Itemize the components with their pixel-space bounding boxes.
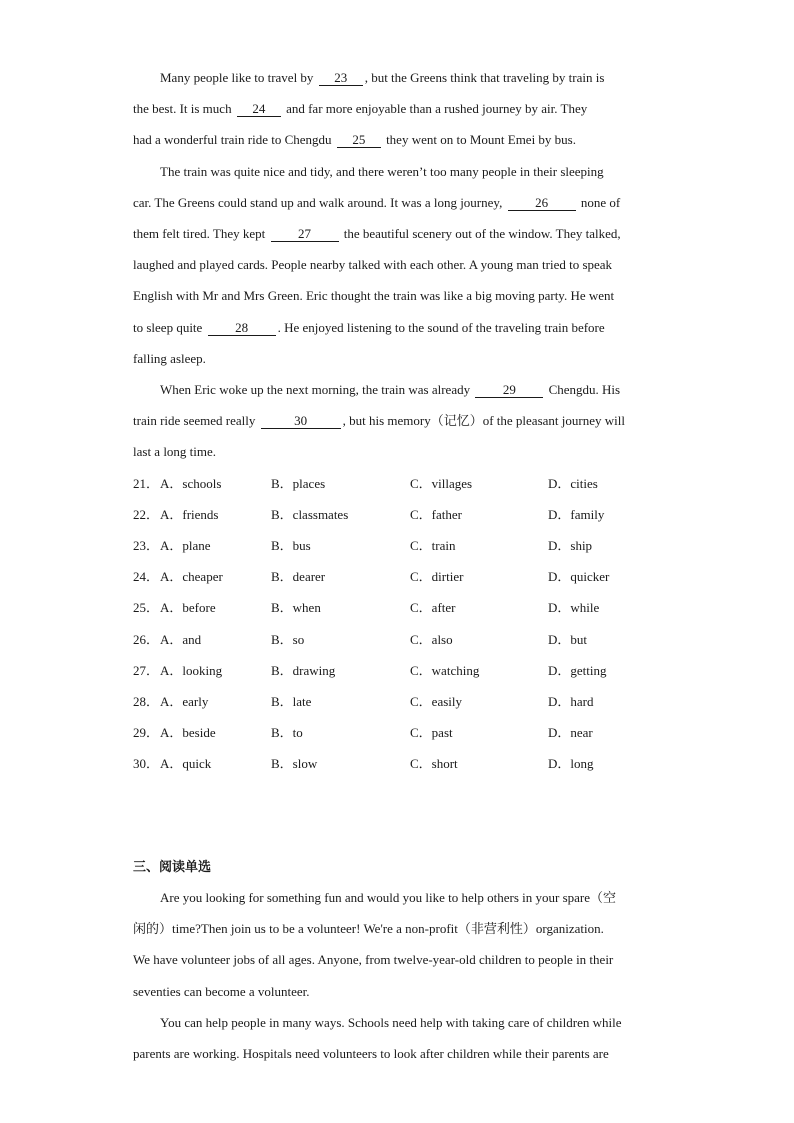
cloze-passage	[133, 62, 663, 780]
question-row	[133, 655, 663, 686]
option-a[interactable]: A．cheaper	[160, 569, 223, 585]
question-number: 27．	[133, 662, 160, 678]
option-a[interactable]: A．quick	[160, 756, 212, 772]
reading-paragraph-1: Are you looking for something fun and would you like to help others in your spare（空 闲的）time?Then join us to be a volunteer! We're a non-profit（非营利性）organization. We have volunteer jobs of all ages. Anyone, from twelve-year-old children to people in their seventies can become a volunteer.	[133, 890, 617, 999]
option-d[interactable]: D．family	[548, 506, 605, 522]
option-c[interactable]: C．also	[410, 631, 453, 647]
option-b[interactable]: B．bus	[271, 538, 311, 554]
question-number: 25．	[133, 600, 160, 616]
option-b[interactable]: B．when	[271, 600, 321, 616]
question-row	[133, 530, 663, 561]
option-b[interactable]: B．dearer	[271, 569, 326, 585]
blank-27[interactable]: 27	[271, 226, 339, 242]
blank-24[interactable]: 24	[237, 101, 281, 117]
option-b[interactable]: B．places	[271, 475, 326, 491]
question-row	[133, 624, 663, 655]
option-c[interactable]: C．villages	[410, 475, 473, 491]
blank-29[interactable]: 29	[475, 382, 543, 398]
blank-25[interactable]: 25	[337, 132, 381, 148]
paragraph-1: Many people like to travel by 23 , but the Greens think that traveling by train is the best. It is much 24 and far more enjoyable than a rushed journey by air. They had a wonderful train ride to Chengdu 25 they went on to Mount Emei by bus.	[133, 70, 605, 148]
option-c[interactable]: C．dirtier	[410, 569, 464, 585]
question-number: 21．	[133, 475, 160, 491]
option-b[interactable]: B．so	[271, 631, 305, 647]
option-d[interactable]: D．while	[548, 600, 600, 616]
question-row	[133, 748, 663, 779]
blank-30[interactable]: 30	[261, 413, 341, 429]
option-c[interactable]: C．easily	[410, 693, 462, 709]
reading-passage	[133, 882, 663, 1069]
question-row	[133, 686, 663, 717]
option-d[interactable]: D．cities	[548, 475, 598, 491]
option-d[interactable]: D．long	[548, 756, 594, 772]
option-b[interactable]: B．to	[271, 725, 303, 741]
option-d[interactable]: D．hard	[548, 693, 594, 709]
option-a[interactable]: A．friends	[160, 506, 219, 522]
question-number: 23．	[133, 538, 160, 554]
option-c[interactable]: C．train	[410, 538, 456, 554]
option-a[interactable]: A．beside	[160, 725, 216, 741]
option-d[interactable]: D．but	[548, 631, 588, 647]
question-row	[133, 468, 663, 499]
blank-23[interactable]: 23	[319, 70, 363, 86]
question-number: 28．	[133, 693, 160, 709]
option-b[interactable]: B．slow	[271, 756, 318, 772]
paragraph-3: When Eric woke up the next morning, the train was already 29 Chengdu. His train ride seemed really 30 , but his memory（记忆）of the pleasant journey will last a long time.	[133, 382, 625, 460]
option-b[interactable]: B．drawing	[271, 662, 336, 678]
paragraph-2: The train was quite nice and tidy, and there weren’t too many people in their sleeping car. The Greens could stand up and walk around. It was a long journey, 26 none of them felt tired. They kept 27 the beautiful scenery out of the window. They talked, laughed and played cards. People nearby talked with each other. A young man tried to speak English with Mr and Mrs Green. Eric thought the train was like a big moving party. He went to sleep quite 28 . He enjoyed listening to the sound of the traveling train before falling asleep.	[133, 163, 621, 366]
option-c[interactable]: C．short	[410, 756, 458, 772]
question-row	[133, 592, 663, 623]
option-a[interactable]: A．plane	[160, 538, 211, 554]
reading-paragraph-2: You can help people in many ways. Schools need help with taking care of children while parents are working. Hospitals need volunteers to look after children while their parents are	[133, 1014, 622, 1062]
question-number: 29．	[133, 725, 160, 741]
question-number: 24．	[133, 569, 160, 585]
section-title: 三、阅读单选	[133, 860, 212, 875]
option-a[interactable]: A．schools	[160, 475, 222, 491]
option-d[interactable]: D．getting	[548, 662, 607, 678]
option-b[interactable]: B．late	[271, 693, 312, 709]
question-number: 22．	[133, 506, 160, 522]
option-c[interactable]: C．after	[410, 600, 456, 616]
question-row	[133, 561, 663, 592]
option-d[interactable]: D．quicker	[548, 569, 610, 585]
option-d[interactable]: D．ship	[548, 538, 593, 554]
question-number: 30．	[133, 756, 160, 772]
question-number: 26．	[133, 631, 160, 647]
blank-28[interactable]: 28	[208, 320, 276, 336]
option-c[interactable]: C．past	[410, 725, 453, 741]
option-a[interactable]: A．before	[160, 600, 216, 616]
blank-26[interactable]: 26	[508, 195, 576, 211]
question-options	[133, 468, 663, 780]
option-c[interactable]: C．father	[410, 506, 462, 522]
option-a[interactable]: A．and	[160, 631, 202, 647]
question-row	[133, 717, 663, 748]
option-a[interactable]: A．looking	[160, 662, 223, 678]
option-c[interactable]: C．watching	[410, 662, 480, 678]
option-a[interactable]: A．early	[160, 693, 209, 709]
option-d[interactable]: D．near	[548, 725, 593, 741]
question-row	[133, 499, 663, 530]
option-b[interactable]: B．classmates	[271, 506, 349, 522]
